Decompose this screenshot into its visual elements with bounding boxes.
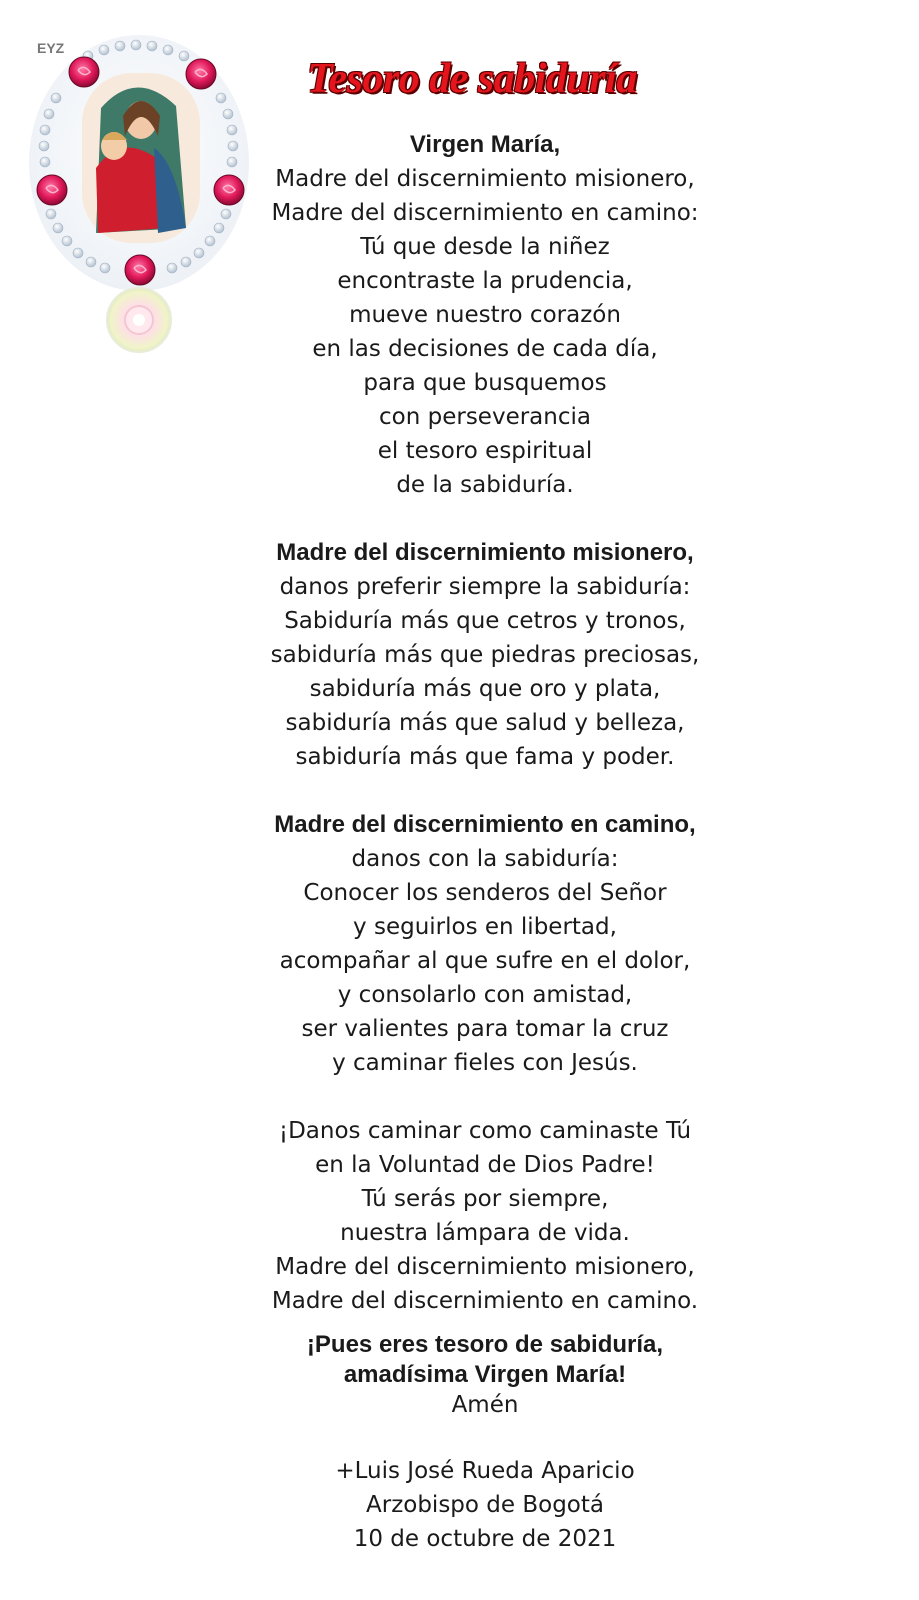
closing-line: ¡Pues eres tesoro de sabiduría, <box>306 1331 664 1358</box>
poem-line: sabiduría más que oro y plata, <box>309 676 661 702</box>
poem-line: Sabiduría más que cetros y tronos, <box>284 608 686 634</box>
poem-line: nuestra lámpara de vida. <box>340 1220 630 1246</box>
poem-line: y consolarlo con amistad, <box>337 982 633 1008</box>
amen-text: Amén <box>451 1392 519 1418</box>
poem-line: el tesoro espiritual <box>377 438 593 464</box>
poem-line: en la Voluntad de Dios Padre! <box>315 1152 655 1178</box>
closing <box>180 1330 790 1420</box>
stanza-1 <box>180 162 790 502</box>
poem-line: y caminar fieles con Jesús. <box>332 1050 638 1076</box>
poem-line: y seguirlos en libertad, <box>353 914 617 940</box>
stanza-heading: Madre del discernimiento misionero, <box>276 539 694 566</box>
poem-line: Madre del discernimiento en camino. <box>271 1288 699 1314</box>
signature-name: +Luis José Rueda Aparicio <box>335 1458 635 1484</box>
poem-line: sabiduría más que fama y poder. <box>295 744 675 770</box>
poem-line: Madre del discernimiento en camino: <box>271 200 699 226</box>
poem-line: sabiduría más que salud y belleza, <box>285 710 685 736</box>
poem-line: ser valientes para tomar la cruz <box>301 1016 669 1042</box>
poem-line: Madre del discernimiento misionero, <box>275 166 695 192</box>
prayer-text <box>180 128 790 1556</box>
poem-line: con perseverancia <box>379 404 591 430</box>
stanza-4 <box>180 1114 790 1318</box>
poem-line: mueve nuestro corazón <box>349 302 621 328</box>
signature <box>180 1454 790 1556</box>
signature-date: 10 de octubre de 2021 <box>353 1526 617 1552</box>
poem-line: encontraste la prudencia, <box>337 268 633 294</box>
poem-line: en las decisiones de cada día, <box>312 336 658 362</box>
watermark: EYZ <box>37 40 65 56</box>
poem-line: sabiduría más que piedras preciosas, <box>270 642 700 668</box>
stanza-heading: Madre del discernimiento en camino, <box>274 811 696 838</box>
poem-line: danos preferir siempre la sabiduría: <box>279 574 691 600</box>
poem-line: de la sabiduría. <box>396 472 574 498</box>
poem-line: para que busquemos <box>363 370 607 396</box>
signature-role: Arzobispo de Bogotá <box>366 1492 604 1518</box>
poem-line: Tú que desde la niñez <box>360 234 610 260</box>
poem-line: danos con la sabiduría: <box>351 846 619 872</box>
poem-line: acompañar al que sufre en el dolor, <box>279 948 691 974</box>
stanza-3 <box>180 842 790 1080</box>
closing-line: amadísima Virgen María! <box>343 1361 627 1388</box>
poem-line: Tú serás por siempre, <box>361 1186 609 1212</box>
stanza-heading: Virgen María, <box>409 131 561 158</box>
stanza-2 <box>180 570 790 774</box>
poem-line: ¡Danos caminar como caminaste Tú <box>278 1118 692 1144</box>
poem-line: Conocer los senderos del Señor <box>303 880 667 906</box>
page-title: Tesoro de sabiduría <box>307 56 637 102</box>
poem-line: Madre del discernimiento misionero, <box>275 1254 695 1280</box>
